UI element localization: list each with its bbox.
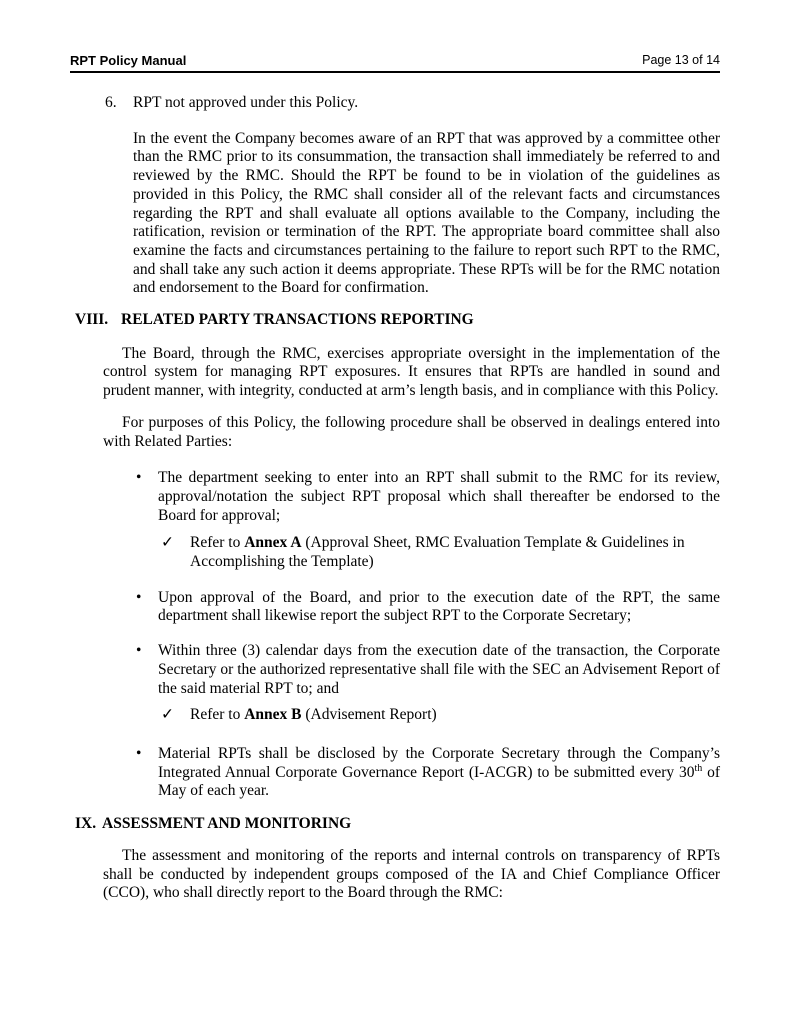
check-a-post: (Approval Sheet, RMC Evaluation Template & Guidelines in Accomplishing the Template) — [190, 534, 685, 571]
bullet-item-1 — [136, 469, 720, 525]
bullet-item-2 — [136, 589, 720, 626]
check-item-b-text — [190, 706, 437, 725]
bullet-4-superscript: th — [694, 762, 703, 774]
section-viii-title: RELATED PARTY TRANSACTIONS REPORTING — [121, 311, 474, 329]
bullet-icon: • — [136, 588, 142, 606]
checkmark-icon: ✓ — [161, 534, 174, 552]
checkmark-icon: ✓ — [161, 706, 174, 724]
page-header — [70, 53, 720, 73]
section-viii-heading — [70, 311, 720, 330]
bullet-item-4 — [136, 745, 720, 801]
list-item-6-title: RPT not approved under this Policy. — [133, 94, 359, 111]
section-viii-paragraph-2: For purposes of this Policy, the following procedure shall be observed in dealings entered into with Related Parties: — [103, 413, 720, 450]
bullet-item-4-text — [158, 745, 720, 801]
check-b-pre: Refer to — [190, 706, 245, 724]
document-title: RPT Policy Manual — [70, 53, 187, 68]
bullet-4-pre: Material RPTs shall be disclosed by the Corporate Secretary through the Company’s Integrated Annual Corporate Governance Report (I-ACGR) to be submitted every 30 — [158, 744, 720, 781]
check-b-post: (Advisement Report) — [301, 706, 437, 724]
list-item-6 — [105, 94, 720, 113]
section-ix-heading — [70, 815, 720, 834]
bullet-item-3-text: Within three (3) calendar days from the execution date of the transaction, the Corporate Secretary or the authorized representative shall file with the SEC an Advisement Report of the said material RPT to; and — [158, 642, 720, 697]
bullet-icon: • — [136, 642, 142, 660]
bullet-4-post: of May of each year. — [158, 763, 720, 800]
check-b-annex-ref: Annex B — [244, 706, 302, 724]
check-a-pre: Refer to — [190, 534, 245, 552]
list-item-6-number: 6. — [105, 94, 117, 111]
bullet-item-2-text: Upon approval of the Board, and prior to the execution date of the RPT, the same department shall likewise report the subject RPT to the Corporate Secretary; — [158, 588, 720, 625]
bullet-icon: • — [136, 744, 142, 762]
section-viii-number: VIII. — [75, 311, 109, 329]
check-item-b — [161, 706, 720, 725]
section-ix-paragraph: The assessment and monitoring of the reports and internal controls on transparency of RPTs shall be conducted by independent groups composed of the IA and Chief Compliance Officer (CCO), who shall directly report to the Board through the RMC: — [103, 846, 720, 902]
bullet-item-3 — [136, 642, 720, 698]
item6-paragraph: In the event the Company becomes aware of an RPT that was approved by a committee other than the RMC prior to its consummation, the transaction shall immediately be referred to and reviewed by the RMC. Should the RPT be found to be in violation of the guidelines as provided in this Policy, the RMC shall consider all of the relevant facts and circumstances regarding the RPT and shall evaluate all options available to the Company, including the ratification, revision or termination of the RPT. The appropriate board committee shall also examine the facts and circumstances pertaining to the failure to report such RPT to the RMC, and shall take any such action it deems appropriate. These RPTs will be for the RMC notation and endorsement to the Board for confirmation. — [133, 129, 720, 297]
bullet-icon: • — [136, 469, 142, 487]
check-a-annex-ref: Annex A — [244, 534, 302, 552]
bullet-item-1-text: The department seeking to enter into an RPT shall submit to the RMC for its review, approval/notation the subject RPT proposal which shall thereafter be endorsed to the Board for approval; — [158, 469, 720, 524]
section-viii-paragraph-1: The Board, through the RMC, exercises appropriate oversight in the implementation of the control system for managing RPT exposures. It ensures that RPTs are handled in sound and prudent manner, with integrity, conducted at arm’s length basis, and in compliance with this Policy. — [103, 344, 720, 400]
section-ix-number: IX. — [75, 815, 97, 833]
check-item-a — [161, 534, 720, 571]
check-item-a-text — [190, 534, 690, 571]
section-ix-title: ASSESSMENT AND MONITORING — [102, 815, 352, 833]
page-number: Page 13 of 14 — [642, 53, 720, 67]
